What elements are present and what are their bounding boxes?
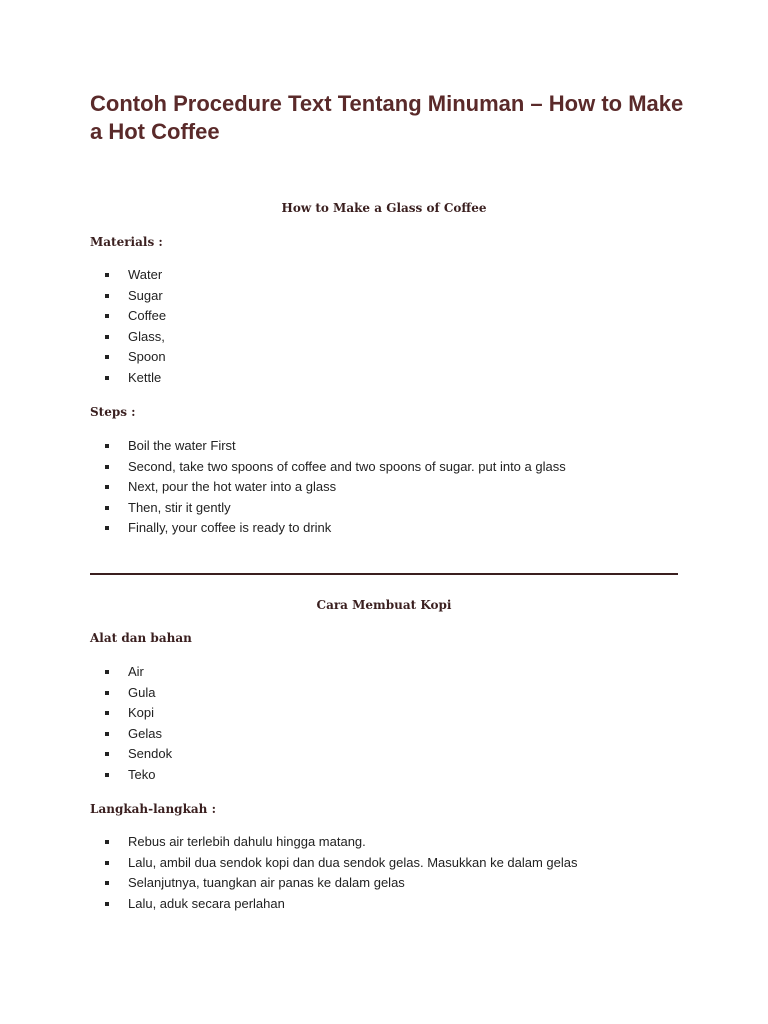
bullet-icon [105,691,109,695]
bullet-icon [105,881,109,885]
list-item: Air [90,662,172,683]
section-divider [90,573,678,575]
list-item: Lalu, ambil dua sendok kopi dan dua sendok gelas. Masukkan ke dalam gelas [90,853,578,874]
list-item: Then, stir it gently [90,498,566,519]
bullet-icon [105,355,109,359]
bullet-icon [105,376,109,380]
list-item: Gula [90,683,172,704]
bullet-icon [105,444,109,448]
alat-dan-bahan-label: Alat dan bahan [90,631,192,645]
bullet-icon [105,732,109,736]
bullet-icon [105,526,109,530]
bullet-icon [105,902,109,906]
bullet-icon [105,273,109,277]
bullet-icon [105,485,109,489]
list-item: Kettle [90,368,166,389]
bullet-icon [105,506,109,510]
list-item: Gelas [90,724,172,745]
materials-list [90,265,166,388]
list-item: Sugar [90,286,166,307]
langkah-langkah-label: Langkah-langkah : [90,802,216,816]
bullet-icon [105,670,109,674]
steps-list [90,436,566,539]
page-title: Contoh Procedure Text Tentang Minuman – How to Make a Hot Coffee [90,91,684,144]
langkah-langkah-list [90,832,578,914]
list-item: Teko [90,765,172,786]
bullet-icon [105,840,109,844]
bullet-icon [105,294,109,298]
list-item: Sendok [90,744,172,765]
list-item: Next, pour the hot water into a glass [90,477,566,498]
list-item: Coffee [90,306,166,327]
bullet-icon [105,314,109,318]
list-item: Selanjutnya, tuangkan air panas ke dalam gelas [90,873,578,894]
materials-label: Materials : [90,235,163,249]
steps-label: Steps : [90,405,136,419]
bullet-icon [105,465,109,469]
indonesian-recipe-heading: Cara Membuat Kopi [316,598,452,612]
list-item: Kopi [90,703,172,724]
english-recipe-heading: How to Make a Glass of Coffee [281,201,487,215]
bullet-icon [105,752,109,756]
alat-dan-bahan-list [90,662,172,785]
list-item: Water [90,265,166,286]
list-item: Rebus air terlebih dahulu hingga matang. [90,832,578,853]
list-item: Lalu, aduk secara perlahan [90,894,578,915]
bullet-icon [105,711,109,715]
list-item: Spoon [90,347,166,368]
bullet-icon [105,335,109,339]
list-item: Finally, your coffee is ready to drink [90,518,566,539]
list-item: Boil the water First [90,436,566,457]
bullet-icon [105,861,109,865]
bullet-icon [105,773,109,777]
list-item: Second, take two spoons of coffee and two spoons of sugar. put into a glass [90,457,566,478]
list-item: Glass, [90,327,166,348]
